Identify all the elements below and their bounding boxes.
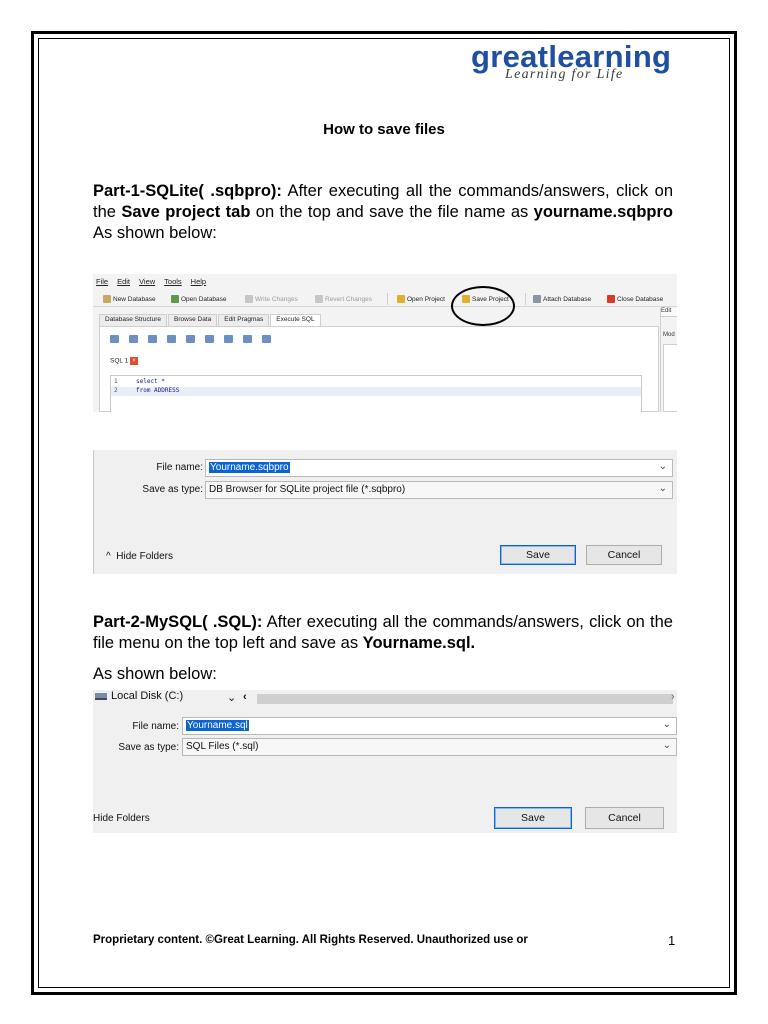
main-tabs — [99, 314, 322, 326]
open-sql-file-icon[interactable] — [129, 335, 138, 343]
file-name-input[interactable] — [205, 459, 673, 477]
file-name-label: File name: — [132, 721, 179, 732]
edit-cell-title: Edit — [661, 308, 677, 317]
execute-all-icon[interactable] — [186, 335, 195, 343]
save-type-select[interactable] — [182, 738, 677, 756]
part1-bold2: yourname.sqbpro — [533, 203, 673, 221]
sql-editor[interactable] — [110, 375, 642, 412]
new-database-icon — [103, 295, 111, 303]
logo-great-text: great — [471, 39, 549, 74]
toolbar-separator — [387, 293, 388, 305]
part1-text2: on the top and save the file name as — [250, 203, 534, 221]
edit-cell-dock — [660, 308, 677, 412]
open-database-button[interactable]: Open Database — [171, 293, 227, 305]
tab-edit-pragmas[interactable]: Edit Pragmas — [218, 314, 269, 326]
as-shown-text: As shown below: — [93, 665, 217, 683]
save-sql-file-icon[interactable] — [148, 335, 157, 343]
tab-database-structure[interactable]: Database Structure — [99, 314, 167, 326]
edit-cell-area — [663, 344, 677, 412]
part2-text1: After executing all the commands/answers, click on the file menu on the top left and save as — [93, 613, 673, 652]
close-tab-icon[interactable]: × — [130, 357, 138, 365]
close-database-button[interactable]: Close Database — [607, 293, 663, 305]
open-database-icon — [171, 295, 179, 303]
scroll-left-icon[interactable]: ‹ — [243, 691, 247, 703]
hide-folders-toggle[interactable]: Hide Folders — [93, 813, 150, 824]
mode-label: Mod — [663, 332, 675, 338]
footer-text: Proprietary content. ©Great Learning. All Rights Reserved. Unauthorized use or — [93, 934, 528, 946]
greatlearning-logo — [471, 40, 676, 86]
chevron-down-icon[interactable]: ⌄ — [662, 719, 671, 730]
code-line: 2 from ADDRESS — [111, 387, 641, 396]
cancel-button[interactable]: Cancel — [585, 807, 664, 829]
chevron-down-icon[interactable]: ⌄ — [662, 740, 671, 751]
part2-bold1: Yourname.sql. — [362, 634, 476, 652]
save-button[interactable]: Save — [500, 545, 576, 565]
part1-bold1: Save project tab — [121, 203, 251, 221]
sql-toolbar — [110, 335, 271, 343]
write-changes-button[interactable]: Write Changes — [245, 293, 298, 305]
highlight-circle — [451, 286, 515, 326]
open-project-icon — [397, 295, 405, 303]
write-changes-icon — [245, 295, 253, 303]
logo-tagline: Learning for Life — [505, 67, 624, 82]
scroll-right-icon[interactable]: › — [671, 691, 675, 703]
chevron-up-icon: ^ — [106, 551, 111, 562]
revert-changes-icon — [315, 295, 323, 303]
tab-execute-sql[interactable]: Execute SQL — [270, 314, 320, 326]
main-toolbar — [93, 290, 677, 307]
save-dialog-sql — [93, 690, 677, 833]
menu-tools[interactable]: Tools — [164, 277, 182, 286]
file-name-value: Yourname.sqbpro — [210, 462, 289, 473]
location-dropdown[interactable]: Local Disk (C:) — [95, 690, 183, 702]
drive-icon — [95, 693, 107, 700]
toolbar-separator — [525, 293, 526, 305]
menu-help[interactable]: Help — [190, 277, 207, 286]
save-type-label: Save as type: — [142, 484, 203, 495]
find-icon[interactable] — [262, 335, 271, 343]
execute-line-icon[interactable] — [205, 335, 214, 343]
page-number: 1 — [668, 933, 676, 948]
horizontal-scrollbar[interactable] — [257, 694, 673, 704]
part1-paragraph — [93, 181, 673, 244]
close-database-icon — [607, 295, 615, 303]
tab-browse-data[interactable]: Browse Data — [168, 314, 217, 326]
file-name-label: File name: — [156, 462, 203, 473]
part2-paragraph — [93, 612, 673, 654]
menu-edit[interactable]: Edit — [117, 277, 131, 286]
page-title: How to save files — [323, 121, 445, 138]
cancel-button[interactable]: Cancel — [586, 545, 662, 565]
save-results-icon[interactable] — [243, 335, 252, 343]
print-icon[interactable] — [167, 335, 176, 343]
attach-database-icon — [533, 295, 541, 303]
menu-file[interactable]: File — [96, 277, 109, 286]
logo-learning-text: learning — [548, 39, 672, 74]
save-type-value: DB Browser for SQLite project file (*.sqbpro) — [209, 484, 406, 495]
part1-text3: As shown below: — [93, 224, 217, 242]
hide-folders-toggle[interactable]: ^ Hide Folders — [106, 551, 173, 562]
save-button[interactable]: Save — [494, 807, 572, 829]
save-type-value: SQL Files (*.sql) — [186, 741, 259, 752]
new-database-button[interactable]: New Database — [103, 293, 156, 305]
sql-editor-tab[interactable]: SQL 1 × — [110, 357, 138, 365]
part1-text1: After executing all the commands/answers, click on the — [93, 182, 673, 221]
open-project-button[interactable]: Open Project — [397, 293, 445, 305]
open-tab-icon[interactable] — [110, 335, 119, 343]
chevron-down-icon[interactable]: ⌄ — [658, 483, 667, 494]
save-type-label: Save as type: — [118, 742, 179, 753]
revert-changes-button[interactable]: Revert Changes — [315, 293, 372, 305]
file-name-value: Yourname.sql — [187, 720, 248, 731]
part2-heading: Part-2-MySQL( .SQL): — [93, 613, 263, 631]
code-line: 1 select * — [114, 378, 165, 385]
part1-heading: Part-1-SQLite( .sqbpro): — [93, 182, 282, 200]
sqlite-screenshot — [93, 274, 677, 412]
execute-sql-panel — [99, 326, 659, 412]
attach-database-button[interactable]: Attach Database — [533, 293, 591, 305]
location-bar — [93, 690, 677, 708]
chevron-down-icon[interactable]: ⌄ — [658, 461, 667, 472]
menu-bar — [96, 277, 206, 288]
menu-view[interactable]: View — [139, 277, 156, 286]
save-project-button[interactable]: Save Project — [462, 293, 509, 305]
save-dialog-sqbpro — [93, 450, 677, 574]
chevron-down-icon[interactable]: ⌄ — [227, 692, 237, 704]
save-type-select[interactable] — [205, 481, 673, 499]
file-name-input[interactable] — [182, 717, 677, 735]
stop-execution-icon[interactable] — [224, 335, 233, 343]
